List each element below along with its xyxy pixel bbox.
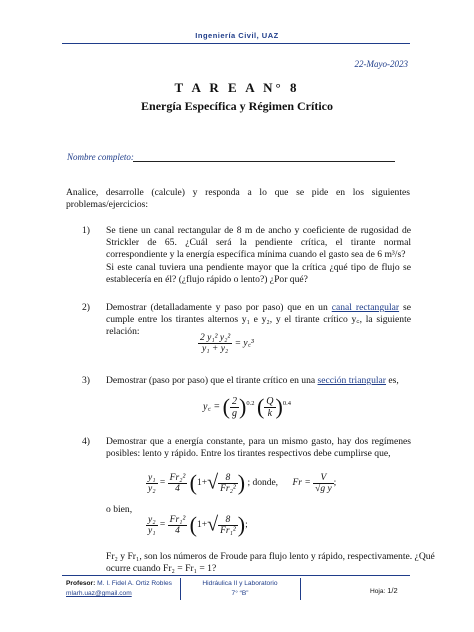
- item-3-text: [106, 375, 411, 387]
- item-3-pre: Demostrar (paso por paso) que el tirante crítico en una: [106, 375, 318, 386]
- eq3-frac-a: [230, 396, 239, 419]
- page-number: 1/2: [387, 586, 398, 595]
- eq4b-froude: [168, 515, 188, 536]
- item-3-number: 3): [82, 375, 90, 386]
- eq3-exp2: 0.4: [282, 399, 291, 407]
- eq3-b-num: Q: [266, 395, 274, 407]
- equation-4b: [146, 512, 248, 538]
- course-name: Hidráulica II y Laboratorio: [202, 580, 278, 587]
- equation-4a: [146, 470, 336, 496]
- eq4b-end: ;: [245, 520, 248, 531]
- eq2-numerator: 2 y₁² y₂²: [200, 333, 231, 343]
- name-field-line[interactable]: [133, 161, 395, 162]
- document-date: 22-Mayo-2023: [354, 59, 408, 69]
- eq4a-lhs: [146, 473, 158, 494]
- eq4b-lhs-num: y₂: [148, 514, 156, 525]
- or-text: o bien,: [106, 504, 133, 515]
- eq4b-fr-num: Fr₁²: [169, 514, 186, 525]
- eq3-paren-close-b: ): [275, 394, 283, 419]
- eq3-a-den: g: [231, 407, 237, 419]
- item-1-question-b: Si este canal tuviera una pendiente mayor que la crítica ¿qué tipo de flujo se establecería en él? (¿flujo rápido o lento?) ¿Por qué?: [106, 261, 411, 285]
- eq4a-v-den: √g y: [315, 483, 332, 494]
- eq4a-lhs-num: y₁: [148, 472, 156, 483]
- page-label: Hoja:: [370, 588, 386, 595]
- closing-text: [106, 551, 435, 575]
- equation-2: [198, 333, 254, 354]
- eq4b-sqrt: √: [207, 513, 219, 536]
- eq4a-v-num: V: [313, 473, 334, 484]
- eq4a-froude: [168, 473, 188, 494]
- item-1-number: 1): [82, 225, 90, 236]
- equation-3: [203, 394, 291, 420]
- eq4a-end: ;: [333, 478, 337, 489]
- eq4a-paren-open: (: [189, 470, 197, 495]
- closing-line-2: ocurre cuando Fr₂ = Fr₁ = 1?: [106, 563, 217, 575]
- item-4-number: 4): [82, 436, 90, 447]
- eq4b-in-num: 8: [218, 515, 238, 526]
- eq4a-equals: =: [159, 478, 166, 489]
- eq3-frac-b: [264, 396, 275, 419]
- professor-info: [66, 580, 172, 587]
- item-2-number: 2): [82, 302, 90, 313]
- item-1-text: [106, 225, 411, 286]
- assignment-subtitle: Energía Específica y Régimen Crítico: [141, 99, 333, 113]
- institution-header: Ingeniería Civil, UAZ: [195, 31, 279, 40]
- eq4b-paren-open: (: [189, 512, 197, 537]
- eq4b-paren-close: ): [237, 512, 246, 537]
- eq4a-one: 1+: [197, 478, 208, 489]
- eq4b-inner: [218, 515, 238, 536]
- eq4a-paren-close: ): [237, 470, 246, 495]
- eq3-paren-open-b: (: [256, 394, 265, 419]
- intro-text: Analice, desarrolle (calcule) y responda a lo que se pide en los siguientes problemas/ejercicios:: [66, 187, 410, 211]
- eq4a-fr-den: 4: [175, 483, 180, 494]
- closing-line-1: Fr₂ y Fr₁, son los números de Froude para flujo lento y rápido, respectivamente. ¿Qué: [106, 551, 435, 562]
- item-4-text: Demostrar que a energía constante, para un mismo gasto, hay dos regímenes posibles: lento y rápido. Entre los tirantes respectivos debe cumplirse que,: [106, 436, 411, 460]
- eq4b-fr-den: 4: [175, 525, 180, 536]
- assignment-title: T A R E A N° 8: [174, 80, 300, 95]
- eq3-exp1: 0.2: [246, 399, 255, 407]
- eq4a-in-num: 8: [218, 473, 238, 484]
- course-group: 7° “B”: [231, 590, 249, 597]
- eq3-paren-close-a: ): [238, 394, 247, 419]
- eq4a-fr-num: Fr₂²: [169, 472, 186, 483]
- item-3-link[interactable]: sección triangular: [317, 375, 386, 386]
- footer-divider: [62, 575, 410, 576]
- item-2-text: [106, 302, 411, 339]
- eq4a-fr-def: Fr =: [292, 478, 311, 489]
- eq3-b-den: k: [267, 407, 273, 419]
- eq4a-inner: [218, 473, 238, 494]
- item-1-question-a: Se tiene un canal rectangular de 8 m de ancho y coeficiente de rugosidad de Strickler de 65. ¿Cuál será la pendiente crítica, el tirante normal correspondiente y la energía específica mínima cuando el gasto sea de 6 m³/s?: [106, 225, 411, 261]
- item-2-link[interactable]: canal rectangular: [331, 302, 400, 313]
- eq3-a-num: 2: [231, 395, 237, 407]
- page-indicator: [370, 586, 398, 595]
- eq2-rhs: = y꜀³: [234, 338, 254, 349]
- header-divider: [62, 43, 410, 44]
- eq4a-velocity: [313, 473, 334, 494]
- eq4b-equals: =: [159, 520, 166, 531]
- item-2-pre: Demostrar (detalladamente y paso por paso) que en un: [106, 302, 332, 313]
- eq4a-lhs-den: y₂: [148, 483, 156, 494]
- professor-email[interactable]: mlarh.uaz@gmail.com: [66, 590, 132, 597]
- professor-name: M. I. Fidel A. Ortiz Robles: [97, 580, 172, 587]
- eq3-paren-open-a: (: [222, 394, 230, 419]
- eq2-denominator: y₁ + y₂: [202, 344, 229, 354]
- footer-separator-2: [300, 578, 301, 600]
- eq3-lhs: y꜀ =: [203, 401, 221, 413]
- eq4b-one: 1+: [197, 520, 208, 531]
- eq4b-in-den: Fr₁²: [220, 525, 236, 536]
- footer-separator-1: [180, 578, 181, 600]
- name-label: Nombre completo:: [67, 152, 134, 162]
- eq4b-lhs: [146, 515, 158, 536]
- eq4a-in-den: Fr₂²: [220, 483, 236, 494]
- eq4a-sqrt: √: [207, 471, 219, 494]
- professor-label: Profesor:: [66, 580, 96, 587]
- item-3-post: es,: [386, 375, 399, 386]
- eq4b-lhs-den: y₁: [148, 525, 156, 536]
- item-2-post: se cumple entre los tirantes alternos y₁ e y₂, y el tirante crítico y꜀, la siguiente relación:: [106, 302, 412, 338]
- eq4a-tail: ; donde,: [247, 478, 279, 489]
- eq2-fraction: [198, 333, 232, 354]
